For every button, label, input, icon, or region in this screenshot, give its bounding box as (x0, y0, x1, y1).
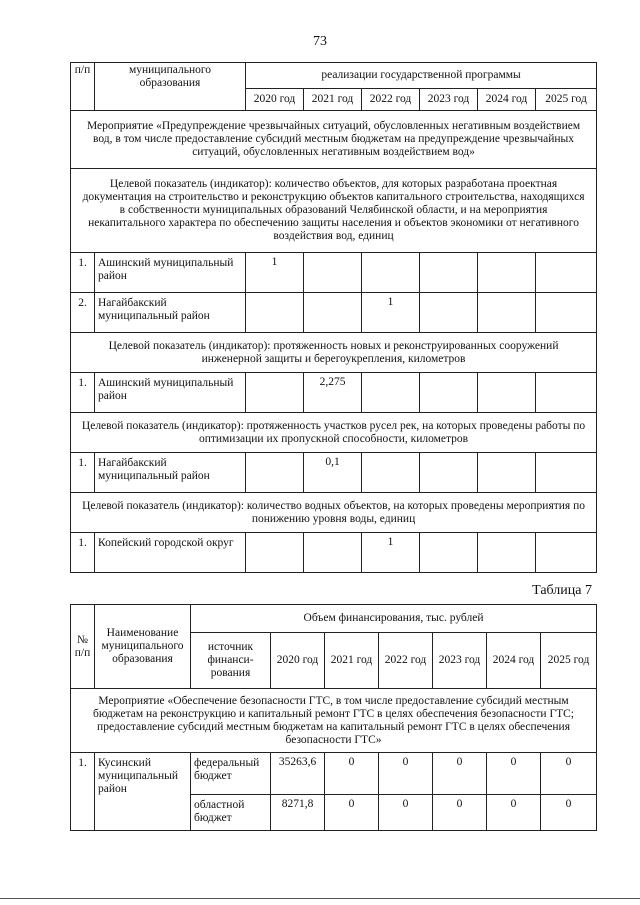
value-cell (362, 453, 420, 493)
header-year: 2025 год (536, 89, 597, 111)
value-cell (420, 453, 478, 493)
header-year: 2021 год (304, 89, 362, 111)
value-cell (536, 253, 597, 293)
table-row (71, 533, 597, 573)
amount-cell: 0 (541, 753, 597, 795)
amount-cell: 0 (379, 795, 433, 831)
row-number: 1. (71, 253, 95, 293)
value-cell: 1 (246, 253, 304, 293)
header-year: 2024 год (478, 89, 536, 111)
row-number: 1. (71, 373, 95, 413)
header-municipality: Наименование муниципального образования (95, 605, 191, 689)
value-cell (246, 373, 304, 413)
municipality-name: Нагайбакский муниципальный район (95, 293, 246, 333)
event-title: Мероприятие «Обеспечение безопасности ГТС, в том числе предоставление субсидий местным бюджетам на реконструкцию и капитальный ремонт ГТС в целях обеспечения безопасности ГТС; предоставление субсидий местным бюджетам на капитальный ремонт ГТС в целях обеспечения безопасности ГТС» (71, 689, 597, 753)
value-cell (536, 373, 597, 413)
value-cell (478, 373, 536, 413)
municipality-name: Нагайбакский муниципальный район (95, 453, 246, 493)
target-indicators-table (70, 62, 597, 573)
header-municipality: муниципального образования (95, 63, 246, 111)
indicator-title: Целевой показатель (индикатор): протяженность участков русел рек, на которых проведены работы по оптимизации их пропускной способности, километров (71, 413, 597, 453)
value-cell (420, 373, 478, 413)
header-year: 2021 год (325, 633, 379, 689)
header-year: 2020 год (271, 633, 325, 689)
header-num: № п/п (71, 605, 95, 689)
header-program-group: реализации государственной программы (246, 63, 597, 89)
header-financing-group: Объем финансирования, тыс. рублей (191, 605, 597, 633)
header-year: 2025 год (541, 633, 597, 689)
value-cell (304, 253, 362, 293)
value-cell (304, 533, 362, 573)
indicator-title: Целевой показатель (индикатор): протяженность новых и реконструированных сооружений инженерной защиты и берегоукрепления, километров (71, 333, 597, 373)
table-row (71, 753, 597, 795)
value-cell: 0,1 (304, 453, 362, 493)
amount-cell: 0 (541, 795, 597, 831)
municipality-name: Ашинский муниципальный район (95, 253, 246, 293)
funding-source: федеральный бюджет (191, 753, 271, 795)
value-cell (478, 293, 536, 333)
row-number: 1. (71, 753, 95, 831)
header-year: 2023 год (420, 89, 478, 111)
page-number: 73 (313, 34, 327, 49)
value-cell (362, 373, 420, 413)
value-cell (420, 533, 478, 573)
header-num: п/п (71, 63, 95, 111)
indicator-title: Целевой показатель (индикатор): количество водных объектов, на которых проведены мероприятия по понижению уровня воды, единиц (71, 493, 597, 533)
value-cell (536, 293, 597, 333)
value-cell (536, 533, 597, 573)
header-year: 2024 год (487, 633, 541, 689)
value-cell (536, 453, 597, 493)
value-cell (246, 293, 304, 333)
municipality-name: Кусинский муниципальный район (95, 753, 191, 831)
header-year: 2022 год (362, 89, 420, 111)
table-row (71, 253, 597, 293)
table-row (71, 373, 597, 413)
funding-source: областной бюджет (191, 795, 271, 831)
value-cell: 1 (362, 533, 420, 573)
value-cell (478, 533, 536, 573)
value-cell (420, 293, 478, 333)
header-year: 2022 год (379, 633, 433, 689)
header-year: 2023 год (433, 633, 487, 689)
amount-cell: 0 (379, 753, 433, 795)
row-number: 1. (71, 453, 95, 493)
value-cell (246, 533, 304, 573)
value-cell (304, 293, 362, 333)
amount-cell: 0 (433, 795, 487, 831)
amount-cell: 0 (487, 753, 541, 795)
municipality-name: Ашинский муниципальный район (95, 373, 246, 413)
amount-cell: 0 (325, 753, 379, 795)
municipality-name: Копейский городской округ (95, 533, 246, 573)
amount-cell: 0 (433, 753, 487, 795)
value-cell: 2,275 (304, 373, 362, 413)
header-source: источник финанси-рования (191, 633, 271, 689)
header-year: 2020 год (246, 89, 304, 111)
row-number: 1. (71, 533, 95, 573)
value-cell (478, 453, 536, 493)
value-cell (478, 253, 536, 293)
amount-cell: 8271,8 (271, 795, 325, 831)
value-cell: 1 (362, 293, 420, 333)
page-bottom-divider (0, 898, 640, 899)
amount-cell: 0 (487, 795, 541, 831)
indicator-title: Целевой показатель (индикатор): количество объектов, для которых разработана проектная документация на строительство и реконструкцию объектов капитального строительства, находящихся в собственности муниципальных образований Челябинской области, и на мероприятия некапитального характера по обеспечению защиты населения и объектов экономики от негативного воздействия вод, единиц (71, 169, 597, 253)
value-cell (362, 253, 420, 293)
table-row (71, 453, 597, 493)
table-caption: Таблица 7 (532, 583, 592, 598)
amount-cell: 0 (325, 795, 379, 831)
value-cell (420, 253, 478, 293)
table-row (71, 293, 597, 333)
financing-table (70, 604, 597, 831)
value-cell (246, 453, 304, 493)
event-title: Мероприятие «Предупреждение чрезвычайных ситуаций, обусловленных негативным воздействием вод, в том числе предоставление субсидий местным бюджетам на предупреждение чрезвычайных ситуаций, обусловленных негативным воздействием вод» (71, 111, 597, 169)
amount-cell: 35263,6 (271, 753, 325, 795)
row-number: 2. (71, 293, 95, 333)
